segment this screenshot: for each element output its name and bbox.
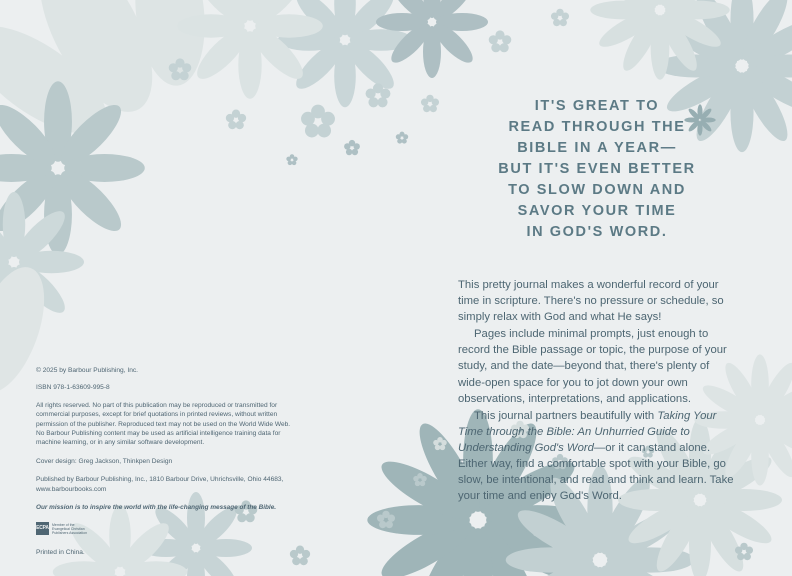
publisher-address-line: Published by Barbour Publishing, Inc., 1810 Barbour Drive, Uhrichsville, Ohio 44683,	[36, 476, 284, 484]
body-paragraph-3	[458, 408, 736, 505]
back-cover-copy-column	[458, 96, 736, 505]
rights-reserved-text: All rights reserved. No part of this publication may be reproduced or transmitted for commercial purposes, except for brief quotations in printed reviews, without written permission of the publisher. Reproduced text may not be used on the World Wide Web. No Barbour Publishing content may be used as artificial intelligence training data for machine learning, or in any similar software development.	[36, 401, 291, 447]
body-paragraph-1: This pretty journal makes a wonderful record of your time in scripture. There's no pressure or schedule, so simply relax with God and what He says!	[458, 279, 724, 324]
headline	[458, 96, 736, 243]
publisher-website[interactable]: www.barbourbooks.com	[36, 485, 107, 493]
ecpa-line-2: Evangelical Christian	[52, 526, 85, 531]
ecpa-line-3: Publishers Association	[52, 531, 88, 536]
body-paragraph-3-prefix: This journal partners beautifully with	[474, 409, 658, 422]
ecpa-membership-text	[52, 523, 87, 536]
mission-statement: Our mission is to inspire the world with the life‑changing message of the Bible.	[36, 504, 277, 512]
publisher-address	[36, 475, 298, 494]
headline-line-7: IN GOD'S WORD.	[526, 224, 668, 240]
ecpa-logo	[36, 522, 298, 535]
headline-line-5: TO SLOW DOWN AND	[508, 182, 686, 198]
isbn-line: ISBN 978-1-63609-995-8	[36, 384, 110, 392]
copyright-line: © 2025 by Barbour Publishing, Inc.	[36, 367, 138, 374]
ecpa-mark-icon: ECPA	[36, 522, 49, 535]
headline-line-3: BIBLE IN A YEAR—	[517, 140, 677, 156]
body-copy	[458, 277, 736, 504]
body-paragraph-3-suffix: —or it can stand alone. Either way, find a comfortable spot with your Bible, go slow, be intentional, and read and think and learn. Take your time and enjoy God's Word.	[458, 441, 734, 503]
headline-line-6: SAVOR YOUR TIME	[517, 203, 677, 219]
headline-line-2: READ THROUGH THE	[508, 119, 686, 135]
printed-in-line: Printed in China.	[36, 549, 85, 557]
cover-design-credit: Cover design: Greg Jackson, Thinkpen Design	[36, 457, 173, 465]
body-paragraph-2: Pages include minimal prompts, just enough to record the Bible passage or topic, the purpose of your study, and the date—beyond that, there's plenty of wide‑open space for you to jot down your own observations, interpretations, and applications.	[458, 328, 727, 405]
copyright-block	[36, 366, 298, 558]
headline-line-4: BUT IT'S EVEN BETTER	[498, 161, 696, 177]
ecpa-line-1: Member of the	[52, 522, 75, 527]
book-title-italic: Taking Your Time through the Bible: An Unhurried Guide to Understanding God's Word	[458, 409, 717, 454]
headline-line-1: IT'S GREAT TO	[534, 98, 660, 114]
